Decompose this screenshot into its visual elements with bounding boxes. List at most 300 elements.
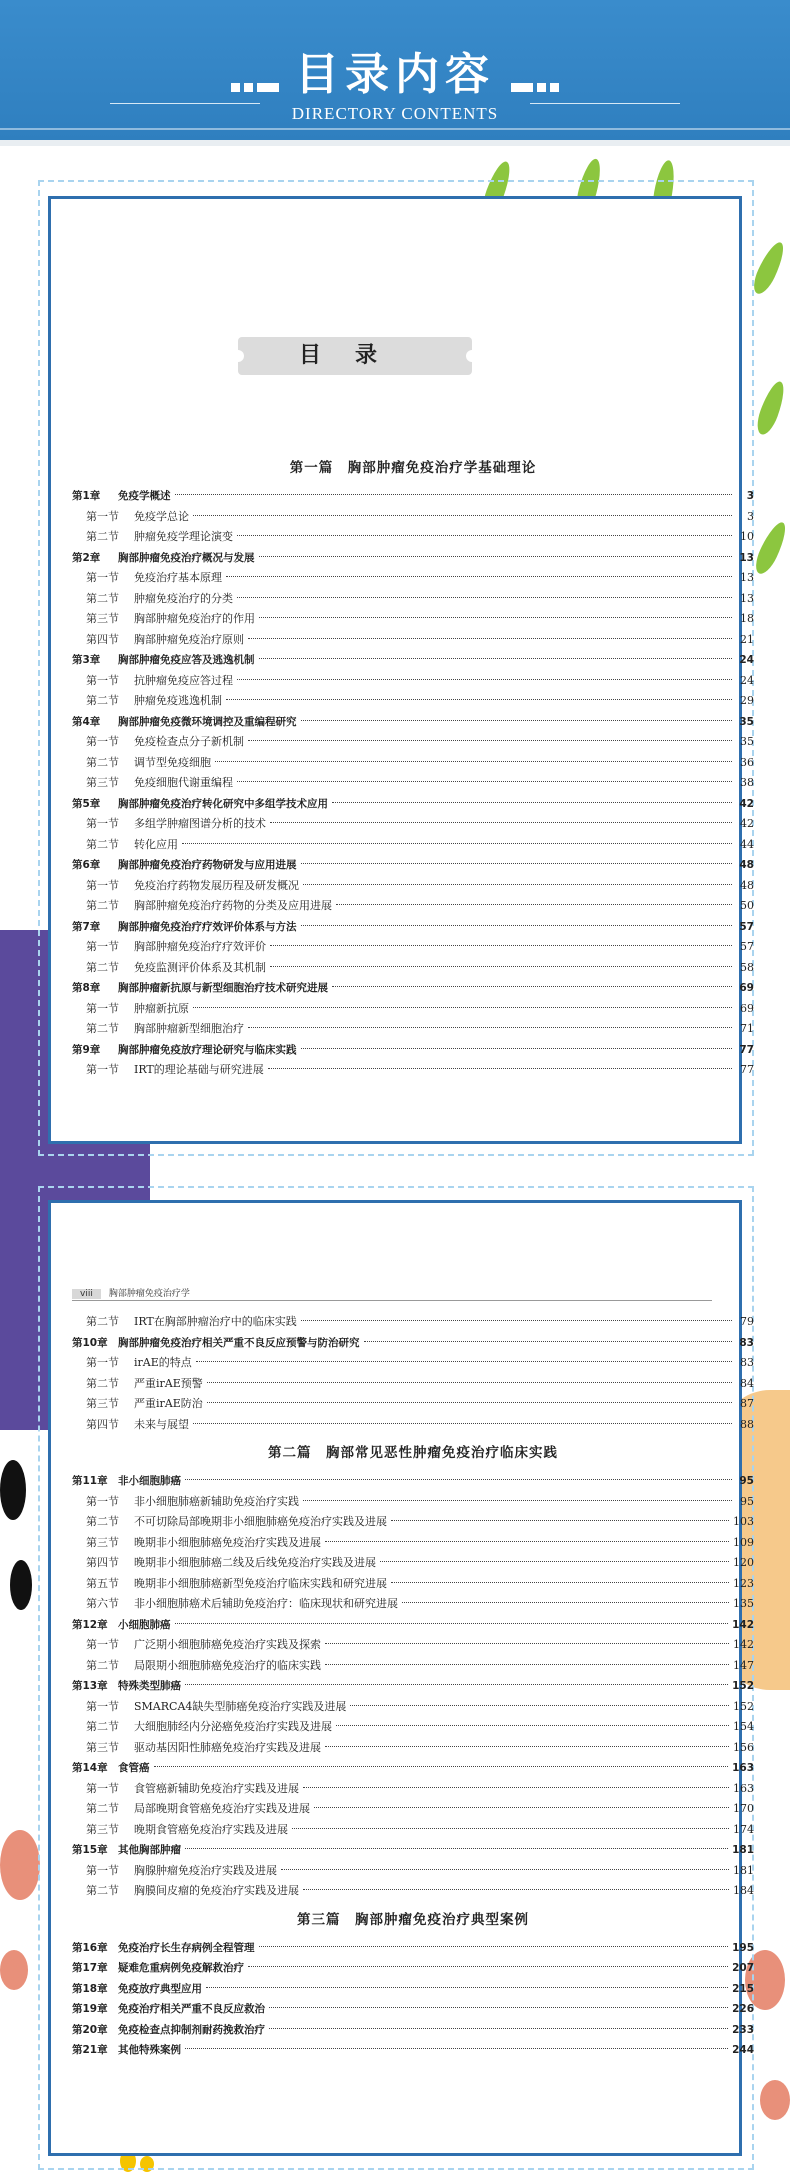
- toc-page-number: 44: [740, 837, 754, 851]
- black-dot-decoration: [0, 1460, 26, 1520]
- toc-entry-label: [86, 1697, 346, 1718]
- toc-page-number: 36: [740, 755, 754, 769]
- dot-leader: [391, 1582, 729, 1583]
- toc-page-number: 95: [740, 1494, 754, 1508]
- part1-title: 第一篇 胸部肿瘤免疫治疗学基础理论: [289, 460, 537, 476]
- dot-leader: [301, 1048, 733, 1049]
- part3-title: 第三篇 胸部肿瘤免疫治疗典型案例: [297, 1911, 529, 1928]
- toc-chapter-row: [72, 1979, 754, 2000]
- toc-entry-number: 第11章: [72, 1475, 108, 1487]
- toc-page-number: 35: [740, 735, 754, 748]
- toc-entry-label: [86, 589, 233, 610]
- page2-rows-part2: [72, 1471, 754, 1902]
- toc-section-row: [72, 835, 754, 856]
- toc-entry-label: [86, 527, 233, 548]
- dot-leader: [259, 1946, 729, 1947]
- toc-entry-label: [86, 1415, 189, 1436]
- toc-entry-title: 晚期非小细胞肺癌二线及后线免疫治疗实践及进展: [134, 1556, 376, 1569]
- toc-entry-label: [86, 1799, 310, 1820]
- toc-entry-title: 食管癌新辅助免疫治疗实践及进展: [134, 1781, 299, 1795]
- toc-page-number: 215: [732, 1982, 754, 1995]
- pink-dot-decoration: [0, 1830, 40, 1900]
- dot-leader: [237, 535, 732, 536]
- dot-leader: [182, 843, 732, 844]
- toc-entry-title: 胸部肿瘤免疫放疗理论研究与临床实践: [118, 1043, 297, 1056]
- toc-entry-title: 胸部肿瘤免疫治疗药物的分类及应用进展: [134, 899, 332, 912]
- toc-entry-number: 第一节: [86, 1356, 119, 1369]
- toc-entry-number: 第二节: [86, 899, 119, 912]
- toc-chapter-row: [72, 855, 754, 876]
- toc-page-number: 18: [740, 612, 754, 625]
- toc-entry-label: [72, 978, 328, 999]
- toc-entry-number: 第三节: [86, 1535, 119, 1549]
- toc-entry-title: 其他特殊案例: [118, 2044, 181, 2056]
- toc-entry-number: 第18章: [72, 1982, 108, 1995]
- dot-leader: [248, 638, 732, 639]
- toc-entry-number: 第二节: [86, 1022, 119, 1035]
- dot-leader: [259, 617, 732, 618]
- toc-entry-number: 第4章: [72, 715, 101, 728]
- toc-entry-title: 不可切除局部晚期非小细胞肺癌免疫治疗实践及进展: [134, 1515, 387, 1528]
- toc-section-row: [72, 1635, 754, 1656]
- toc-entry-number: 第四节: [86, 1417, 119, 1431]
- toc-section-row: [72, 609, 754, 630]
- dot-leader: [301, 720, 733, 721]
- toc-page-number: 156: [733, 1740, 754, 1754]
- toc-page-number: 152: [732, 1680, 754, 1692]
- toc-entry-title: 免疫治疗长生存病例全程管理: [118, 1941, 255, 1954]
- toc-page-number: 3: [746, 490, 754, 502]
- toc-entry-title: 胸部肿瘤免疫应答及逃逸机制: [118, 654, 255, 666]
- toc-entry-title: 其他胸部肿瘤: [118, 1844, 181, 1856]
- toc-entry-number: 第二节: [86, 1884, 119, 1897]
- toc-entry-title: 胸部肿瘤免疫治疗转化研究中多组学技术应用: [118, 797, 328, 810]
- toc-page-number: 181: [733, 1863, 754, 1877]
- toc-page-number: 84: [740, 1376, 754, 1390]
- page2-rows-part3: [72, 1938, 754, 2061]
- toc-section-row: [72, 1738, 754, 1759]
- toc-page-number: 69: [740, 1001, 754, 1015]
- toc-entry-label: [72, 1676, 181, 1697]
- part2-title: 第二篇 胸部常见恶性肿瘤免疫治疗临床实践: [268, 1445, 558, 1461]
- toc-page-number: 71: [740, 1022, 754, 1035]
- dot-leader: [350, 1705, 729, 1706]
- dot-leader: [248, 1966, 728, 1967]
- toc-entry-title: 免疫检查点分子新机制: [134, 735, 244, 748]
- toc-section-row: [72, 1594, 754, 1615]
- toc-entry-label: [72, 1938, 255, 1959]
- dot-leader: [301, 925, 733, 926]
- toc-entry-title: 疑难危重病例免疫解救治疗: [118, 1962, 244, 1974]
- toc-page-number: 184: [733, 1884, 754, 1897]
- dot-leader: [207, 1382, 732, 1383]
- dot-leader: [270, 966, 732, 967]
- toc-section-row: [72, 1779, 754, 1800]
- toc-section-row: [72, 896, 754, 917]
- dot-leader: [226, 576, 732, 577]
- toc-entry-number: 第一节: [86, 817, 119, 830]
- toc-entry-label: [86, 1553, 376, 1574]
- dot-leader: [207, 1402, 732, 1403]
- toc-page-number: 42: [740, 817, 754, 830]
- toc-entry-title: SMARCA4缺失型肺癌免疫治疗实践及进展: [134, 1699, 347, 1713]
- dot-leader: [325, 1643, 729, 1644]
- toc-chapter-row: [72, 1040, 754, 1061]
- toc-entry-number: 第六节: [86, 1597, 119, 1610]
- dot-leader: [303, 884, 732, 885]
- toc-entry-number: 第20章: [72, 2023, 108, 2036]
- toc-entry-number: 第一节: [86, 735, 119, 748]
- toc-entry-number: 第一节: [86, 1063, 119, 1076]
- toc-entry-title: 胸部肿瘤免疫治疗的作用: [134, 612, 255, 625]
- green-leaf-icon: [749, 239, 789, 297]
- toc-entry-title: 食管癌: [118, 1762, 150, 1774]
- dot-leader: [237, 597, 732, 598]
- toc-entry-label: [72, 1758, 150, 1779]
- toc-page-number: 38: [740, 776, 754, 789]
- toc-entry-title: 肿瘤免疫逃逸机制: [134, 694, 222, 707]
- toc-entry-number: 第12章: [72, 1618, 108, 1631]
- toc-section-row: [72, 671, 754, 692]
- header-title: 目录内容: [295, 49, 495, 100]
- toc-entry-title: 胸部肿瘤新抗原与新型细胞治疗技术研究进展: [118, 982, 328, 994]
- toc-entry-label: [86, 835, 178, 856]
- right-dots-icon: [509, 52, 561, 103]
- toc-entry-number: 第一节: [86, 509, 119, 523]
- toc-entry-number: 第三节: [86, 776, 119, 789]
- toc-entry-number: 第21章: [72, 2044, 108, 2056]
- toc-entry-label: [72, 2020, 265, 2041]
- toc-page-number: 142: [732, 1618, 754, 1631]
- toc-chapter-row: [72, 1958, 754, 1979]
- toc-section-row: [72, 1415, 754, 1436]
- toc-entry-number: 第二节: [86, 1802, 119, 1815]
- toc-chapter-row: [72, 917, 754, 938]
- toc-section-row: [72, 1697, 754, 1718]
- toc-section-row: [72, 814, 754, 835]
- toc-entry-number: 第16章: [72, 1941, 108, 1954]
- toc-entry-label: [86, 1312, 297, 1333]
- toc-entry-label: [86, 1656, 321, 1677]
- toc-entry-title: 胸部肿瘤免疫治疗疗效评价: [134, 940, 266, 953]
- toc-entry-label: [86, 1717, 332, 1738]
- toc-section-row: [72, 1820, 754, 1841]
- toc-entry-label: [86, 671, 233, 692]
- toc-entry-number: 第2章: [72, 551, 101, 564]
- toc-entry-number: 第一节: [86, 673, 119, 687]
- toc-entry-label: [86, 958, 266, 979]
- toc-section-row: [72, 589, 754, 610]
- toc-page-number: 58: [740, 960, 754, 974]
- toc-entry-label: [86, 1738, 321, 1759]
- toc-chapter-row: [72, 1676, 754, 1697]
- toc-section-row: [72, 1353, 754, 1374]
- toc-section-row: [72, 937, 754, 958]
- toc-page-number: 109: [733, 1535, 754, 1549]
- toc-entry-label: [86, 1060, 264, 1081]
- toc-entry-label: [72, 1040, 297, 1061]
- toc-page-number: 226: [732, 2003, 754, 2015]
- dot-leader: [303, 1500, 732, 1501]
- toc-page-number: 207: [732, 1962, 754, 1974]
- toc-section-row: [72, 1512, 754, 1533]
- dot-leader: [270, 822, 732, 823]
- toc-page-number: 77: [740, 1063, 754, 1076]
- toc-section-row: [72, 958, 754, 979]
- dot-leader: [269, 2007, 728, 2008]
- toc-heading: 目录: [238, 337, 472, 375]
- toc-entry-number: 第5章: [72, 797, 101, 810]
- toc-section-row: [72, 1312, 754, 1333]
- toc-entry-title: 晚期食管癌免疫治疗实践及进展: [134, 1822, 288, 1836]
- page1-toc: [72, 450, 754, 1081]
- toc-chapter-row: [72, 2020, 754, 2041]
- toc-entry-label: [86, 1533, 321, 1554]
- toc-entry-title: IRT在胸部肿瘤治疗中的临床实践: [134, 1315, 297, 1328]
- toc-section-row: [72, 999, 754, 1020]
- dot-leader: [185, 2048, 728, 2049]
- toc-entry-title: 免疫监测评价体系及其机制: [134, 960, 266, 974]
- dot-leader: [325, 1746, 729, 1747]
- dot-leader: [336, 904, 732, 905]
- toc-chapter-row: [72, 1615, 754, 1636]
- toc-entry-number: 第三节: [86, 1740, 119, 1754]
- toc-section-row: [72, 630, 754, 651]
- header-banner: [0, 0, 790, 146]
- toc-page-number: 24: [740, 673, 754, 687]
- toc-chapter-row: [72, 1758, 754, 1779]
- toc-chapter-row: [72, 1999, 754, 2020]
- toc-entry-label: [86, 691, 222, 712]
- toc-page-number: 154: [733, 1720, 754, 1733]
- toc-entry-number: 第三节: [86, 1397, 119, 1410]
- toc-page-number: 48: [740, 878, 754, 892]
- toc-entry-title: 局部晚期食管癌免疫治疗实践及进展: [134, 1802, 310, 1815]
- toc-section-row: [72, 1374, 754, 1395]
- toc-page-number: 163: [733, 1781, 754, 1795]
- toc-entry-number: 第五节: [86, 1576, 119, 1590]
- toc-entry-title: 非小细胞肺癌术后辅助免疫治疗：临床现状和研究进展: [134, 1597, 398, 1610]
- dot-leader: [237, 679, 732, 680]
- toc-section-row: [72, 1574, 754, 1595]
- toc-entry-number: 第四节: [86, 632, 119, 646]
- toc-entry-label: [72, 2040, 181, 2061]
- toc-entry-label: [86, 1635, 321, 1656]
- toc-entry-label: [72, 917, 297, 938]
- toc-entry-number: 第二节: [86, 1720, 119, 1733]
- black-dot-decoration: [10, 1560, 32, 1610]
- toc-entry-number: 第6章: [72, 859, 101, 871]
- toc-entry-number: 第19章: [72, 2003, 108, 2015]
- toc-entry-label: [72, 650, 255, 671]
- toc-entry-title: 胸部肿瘤新型细胞治疗: [134, 1022, 244, 1035]
- toc-page-number: 35: [739, 715, 754, 728]
- green-leaf-icon: [751, 519, 790, 577]
- dot-leader: [269, 2028, 728, 2029]
- toc-entry-number: 第三节: [86, 612, 119, 625]
- toc-entry-title: 晚期非小细胞肺癌免疫治疗实践及进展: [134, 1535, 321, 1549]
- toc-entry-label: [86, 876, 299, 897]
- toc-entry-title: 胸部肿瘤免疫治疗相关严重不良反应预警与防治研究: [118, 1336, 360, 1349]
- dot-leader: [325, 1541, 729, 1542]
- toc-entry-label: [86, 937, 266, 958]
- toc-page-number: 195: [732, 1941, 754, 1954]
- toc-page-number: 147: [733, 1658, 754, 1672]
- toc-chapter-row: [72, 1471, 754, 1492]
- dot-leader: [226, 699, 732, 700]
- toc-section-row: [72, 691, 754, 712]
- toc-entry-label: [86, 1394, 203, 1415]
- toc-entry-title: 非小细胞肺癌新辅助免疫治疗实践: [134, 1494, 299, 1508]
- toc-chapter-row: [72, 548, 754, 569]
- toc-entry-number: 第8章: [72, 982, 101, 994]
- dot-leader: [196, 1361, 732, 1362]
- toc-entry-number: 第二节: [86, 1376, 119, 1390]
- toc-entry-title: 特殊类型肺癌: [118, 1680, 181, 1692]
- toc-entry-number: 第四节: [86, 1556, 119, 1569]
- toc-page-number: 3: [747, 509, 754, 523]
- dot-leader: [270, 945, 732, 946]
- toc-entry-number: 第二节: [86, 960, 119, 974]
- toc-page-number: 24: [739, 654, 754, 666]
- toc-entry-title: 免疫治疗基本原理: [134, 571, 222, 584]
- toc-entry-label: [72, 1840, 181, 1861]
- toc-page-number: 10: [740, 530, 754, 543]
- dot-leader: [325, 1664, 729, 1665]
- toc-entry-title: 未来与展望: [134, 1417, 189, 1431]
- toc-page-number: 48: [739, 859, 754, 871]
- dot-leader: [332, 802, 732, 803]
- toc-entry-number: 第一节: [86, 1781, 119, 1795]
- toc-page-number: 29: [740, 694, 754, 707]
- toc-entry-title: 胸部肿瘤免疫治疗疗效评价体系与方法: [118, 920, 297, 933]
- toc-entry-label: [72, 1958, 244, 1979]
- toc-entry-number: 第二节: [86, 1315, 119, 1328]
- toc-page-number: 174: [733, 1822, 754, 1836]
- toc-entry-title: 免疫学总论: [134, 509, 189, 523]
- toc-chapter-row: [72, 978, 754, 999]
- toc-entry-title: 小细胞肺癌: [118, 1618, 171, 1631]
- dot-leader: [193, 1007, 732, 1008]
- toc-entry-title: 严重irAE防治: [134, 1397, 203, 1410]
- toc-entry-number: 第二节: [86, 755, 119, 769]
- dot-leader: [259, 658, 733, 659]
- toc-section-row: [72, 1060, 754, 1081]
- toc-page-number: 233: [732, 2023, 754, 2036]
- toc-section-row: [72, 1533, 754, 1554]
- toc-page-number: 95: [739, 1475, 754, 1487]
- dot-leader: [301, 1320, 732, 1321]
- dot-leader: [281, 1869, 729, 1870]
- running-page-number: viii: [72, 1289, 101, 1299]
- toc-entry-number: 第3章: [72, 654, 101, 666]
- toc-entry-title: 严重irAE预警: [134, 1376, 203, 1390]
- toc-entry-label: [86, 999, 189, 1020]
- toc-section-row: [72, 1394, 754, 1415]
- toc-entry-label: [72, 548, 255, 569]
- toc-entry-title: 驱动基因阳性肺癌免疫治疗实践及进展: [134, 1740, 321, 1754]
- toc-entry-title: 胸部肿瘤免疫治疗药物研发与应用进展: [118, 859, 297, 871]
- toc-page-number: 57: [739, 920, 754, 933]
- dot-leader: [154, 1766, 729, 1767]
- toc-entry-label: [86, 732, 244, 753]
- toc-entry-label: [86, 1820, 288, 1841]
- toc-entry-title: 抗肿瘤免疫应答过程: [134, 673, 233, 687]
- dot-leader: [185, 1479, 732, 1480]
- toc-chapter-row: [72, 650, 754, 671]
- toc-entry-number: 第1章: [72, 490, 101, 502]
- toc-section-row: [72, 753, 754, 774]
- toc-entry-number: 第10章: [72, 1336, 108, 1349]
- toc-section-row: [72, 1861, 754, 1882]
- toc-entry-label: [86, 753, 211, 774]
- dot-leader: [391, 1520, 729, 1521]
- toc-entry-title: 免疫细胞代谢重编程: [134, 776, 233, 789]
- dot-leader: [215, 761, 732, 762]
- toc-entry-number: 第17章: [72, 1962, 108, 1974]
- toc-entry-number: 第7章: [72, 920, 101, 933]
- left-dots-icon: [229, 52, 281, 103]
- toc-entry-number: 第一节: [86, 1699, 119, 1713]
- page2-toc: [72, 1312, 754, 2061]
- toc-entry-title: 胸腺肿瘤免疫治疗实践及进展: [134, 1863, 277, 1877]
- toc-entry-label: [86, 1492, 299, 1513]
- toc-entry-number: 第9章: [72, 1043, 101, 1056]
- toc-entry-title: irAE的特点: [134, 1356, 192, 1369]
- toc-entry-label: [86, 773, 233, 794]
- toc-page-number: 13: [740, 571, 754, 584]
- running-header: [72, 1286, 712, 1301]
- toc-page-number: 69: [739, 982, 754, 994]
- toc-page-number: 103: [733, 1515, 754, 1528]
- toc-entry-number: 第一节: [86, 1001, 119, 1015]
- toc-entry-title: IRT的理论基础与研究进展: [134, 1063, 264, 1076]
- dot-leader: [193, 1423, 732, 1424]
- dot-leader: [248, 1027, 732, 1028]
- toc-section-row: [72, 732, 754, 753]
- dot-leader: [336, 1725, 729, 1726]
- toc-entry-label: [72, 855, 297, 876]
- toc-entry-title: 免疫放疗典型应用: [118, 1982, 202, 1995]
- toc-page-number: 152: [733, 1699, 754, 1713]
- dot-leader: [303, 1889, 729, 1890]
- dot-leader: [248, 740, 732, 741]
- toc-entry-label: [72, 1471, 181, 1492]
- toc-entry-title: 肿瘤免疫学理论演变: [134, 530, 233, 543]
- toc-entry-number: 第二节: [86, 530, 119, 543]
- toc-entry-title: 免疫检查点抑制剂耐药挽救治疗: [118, 2023, 265, 2036]
- toc-entry-label: [72, 712, 297, 733]
- dot-leader: [268, 1068, 732, 1069]
- toc-entry-number: 第一节: [86, 571, 119, 584]
- toc-entry-number: 第一节: [86, 1638, 119, 1651]
- toc-entry-title: 胸膜间皮瘤的免疫治疗实践及进展: [134, 1884, 299, 1897]
- toc-entry-title: 肿瘤免疫治疗的分类: [134, 591, 233, 605]
- toc-page-number: 83: [740, 1356, 754, 1369]
- dot-leader: [175, 494, 733, 495]
- toc-entry-number: 第二节: [86, 837, 119, 851]
- toc-section-row: [72, 1492, 754, 1513]
- toc-entry-label: [86, 1353, 192, 1374]
- toc-entry-label: [86, 1881, 299, 1902]
- dot-leader: [259, 556, 733, 557]
- toc-page-number: 13: [740, 591, 754, 605]
- toc-section-row: [72, 876, 754, 897]
- toc-page-number: 120: [733, 1556, 754, 1569]
- toc-entry-label: [86, 630, 244, 651]
- running-title: 胸部肿瘤免疫治疗学: [108, 1289, 190, 1299]
- toc-entry-title: 胸部肿瘤免疫治疗概况与发展: [118, 551, 255, 564]
